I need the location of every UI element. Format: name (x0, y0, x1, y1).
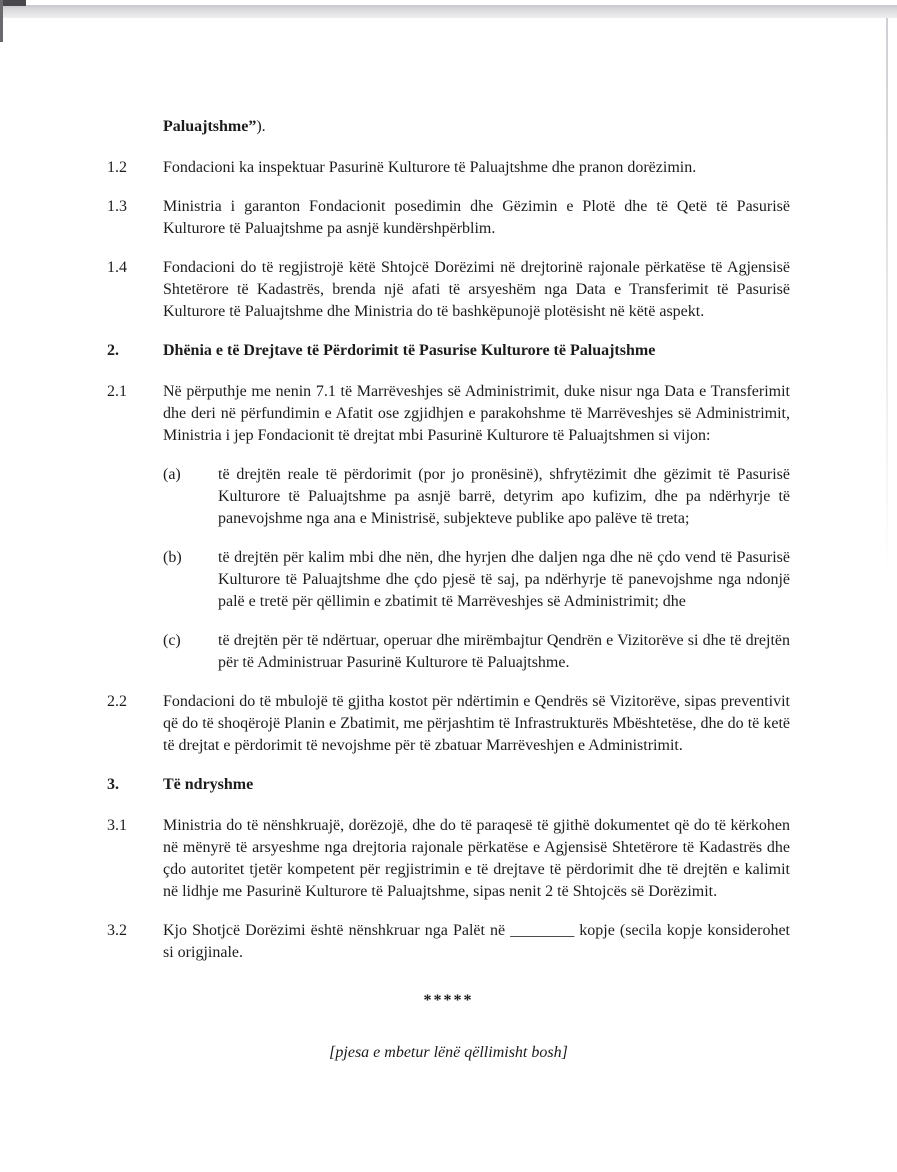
clause-1-2 (107, 157, 790, 179)
section-title: Të ndryshme (163, 776, 254, 793)
clause-number: 3.2 (107, 922, 127, 939)
subclause-letter: (b) (163, 549, 182, 566)
defined-term: Paluajtshme” (163, 118, 257, 135)
scan-edge-left-line (0, 0, 3, 42)
continuation-line (163, 116, 790, 138)
scan-corner-mark (0, 0, 26, 6)
subclause-text: të drejtën për të ndërtuar, operuar dhe mirëmbajtur Qendrën e Vizitorëve si dhe të drejtën për të Administruar Pasurinë Kulturore të Paluajtshme. (218, 632, 790, 671)
intentionally-blank-note: [pjesa e mbetur lënë qëllimisht bosh] (329, 1044, 568, 1061)
scan-edge-right-line (886, 18, 888, 578)
clause-text: Ministria i garanton Fondacionit posedimin dhe Gëzimin e Plotë dhe të Qetë të Pasurisë Kulturore të Paluajtshme pa asnjë kundërshpërblim. (163, 198, 790, 237)
clause-text: Fondacioni do të mbulojë të gjitha kostot për ndërtimin e Qendrës së Vizitorëve, sipas preventivit që do të shoqërojë Planin e Zbatimit, me përjashtim të Infrastrukturës Mbështetëse, dhe do të ketë të drejtat e përdorimit të nevojshme për të zbatuar Marrëveshjen e Administrimit. (163, 693, 790, 754)
subclause-text: të drejtën reale të përdorimit (por jo pronësinë), shfrytëzimit dhe gëzimit të Pasurisë Kulturore të Paluajtshme pa asnjë barrë, detyrim apo kufizim, dhe pa ndërhyrje të panevojshme nga ana e Ministrisë, subjekteve publike apo palëve të treta; (218, 466, 790, 527)
clause-number: 2.1 (107, 383, 127, 400)
clause-text: Kjo Shotjcë Dorëzimi është nënshkruar nga Palët në ________ kopje (secila kopje konsiderohet si origjinale. (163, 922, 790, 961)
clause-text: Në përputhje me nenin 7.1 të Marrëveshjes së Administrimit, duke nisur nga Data e Transferimit dhe deri në përfundimin e Afatit ose zgjidhjen e parakohshme të Marrëveshjes së Administrimit, Ministria i jep Fondacionit të drejtat mbi Pasurinë Kulturore të Paluajtshmen si vijon: (163, 383, 790, 444)
subclause-text: të drejtën për kalim mbi dhe nën, dhe hyrjen dhe daljen nga dhe në çdo vend të Pasurisë Kulturore të Paluajtshme dhe çdo pjesë të saj, pa ndërhyrje të panevojshme nga ndonjë palë e tretë për qëllimin e zbatimit të Marrëveshjes së Administrimit; dhe (218, 549, 790, 610)
section-3-heading (107, 774, 790, 796)
clause-3-2 (107, 920, 790, 964)
clause-1-4 (107, 257, 790, 323)
clause-text: Ministria do të nënshkruajë, dorëzojë, dhe do të paraqesë të gjithë dokumentet që do të kërkohen në mënyrë të arsyeshme nga drejtoria rajonale përkatëse e Agjensisë Shtetërore të Kadastrës dhe çdo autoritet tjetër kompetent për regjistrimin e të drejtave të përdorimit dhe të drejtën e kalimit në lidhje me Pasurinë Kulturore të Paluajtshme, sipas nenit 2 të Shtojcës së Dorëzimit. (163, 817, 790, 900)
clause-3-1 (107, 815, 790, 903)
clause-1-3 (107, 196, 790, 240)
clause-text: Fondacioni ka inspektuar Pasurinë Kulturore të Paluajtshme dhe pranon dorëzimin. (163, 159, 697, 176)
clause-number: 2.2 (107, 693, 127, 710)
document-body (107, 116, 790, 1064)
subclause-letter: (a) (163, 466, 181, 483)
clause-text: Fondacioni do të regjistrojë këtë Shtojcë Dorëzimi në drejtorinë rajonale përkatëse të Agjensisë Shtetërore të Kadastrës, brenda një afati të arsyeshëm nga Data e Transferimit të Pasurisë Kulturore të Paluajtshme dhe Ministria do të bashkëpunojë plotësisht në këtë aspekt. (163, 259, 790, 320)
clause-2-1 (107, 381, 790, 447)
scan-edge-top-band (0, 5, 897, 18)
clause-number: 1.3 (107, 198, 127, 215)
subclause-b (163, 547, 790, 613)
clause-number: 3.1 (107, 817, 127, 834)
clause-number: 1.2 (107, 159, 127, 176)
clause-number: 1.4 (107, 259, 127, 276)
subclause-a (163, 464, 790, 530)
section-title: Dhënia e të Drejtave të Përdorimit të Pasurise Kulturore të Paluajtshme (163, 342, 656, 359)
section-number: 3. (107, 776, 119, 793)
subclause-letter: (c) (163, 632, 181, 649)
asterisk-separator: ***** (423, 992, 474, 1009)
continuation-tail: ). (256, 118, 266, 135)
clause-2-2 (107, 691, 790, 757)
section-number: 2. (107, 342, 119, 359)
section-2-heading (107, 340, 790, 362)
subclause-c (163, 630, 790, 674)
